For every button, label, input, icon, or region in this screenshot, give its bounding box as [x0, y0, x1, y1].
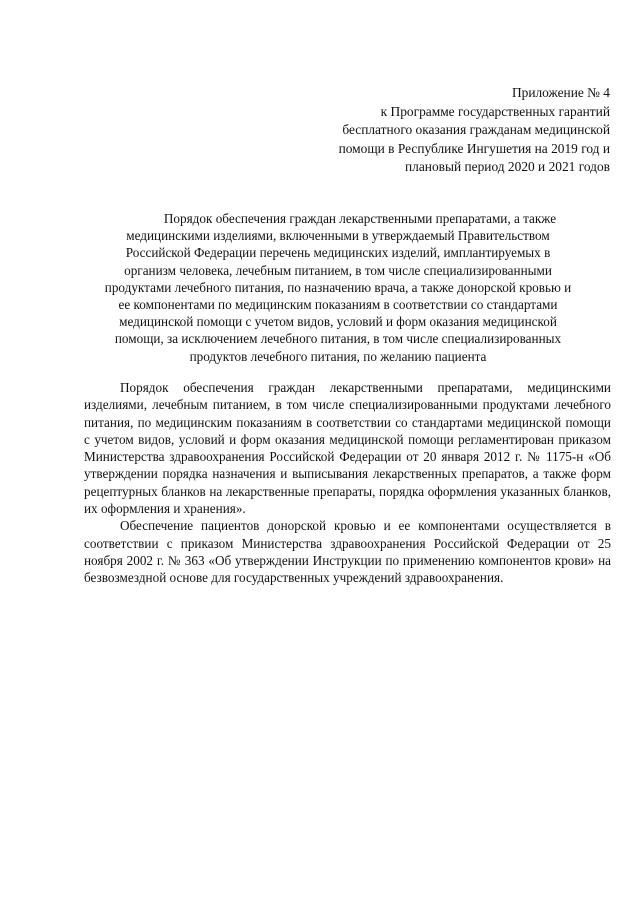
body-paragraph: Обеспечение пациентов донорской кровью и ее компонентами осуществляется в соответствии с приказом Министерства здравоохранения Российской Федерации от 25 ноября 2002 г. № 363 «Об утверждении Инструкции по применению компонентов крови» на безвозмездной основе для государственных учреждений здравоохранения.	[84, 518, 611, 586]
title-line: Российской Федерации перечень медицинских изделий, имплантируемых в	[125, 245, 551, 261]
appendix-line: к Программе государственных гарантий	[380, 103, 610, 119]
appendix-heading	[290, 84, 610, 177]
title-line: продуктов лечебного питания, по желанию пациента	[189, 348, 487, 364]
appendix-line: Приложение № 4	[511, 85, 610, 100]
title-line: помощи, за исключением лечебного питания, в том числе специализированных	[114, 331, 562, 347]
appendix-line: плановый период 2020 и 2021 годов	[405, 159, 610, 174]
title-line: медицинской помощи с учетом видов, условий и форм оказания медицинской	[119, 314, 557, 330]
body-paragraph: Порядок обеспечения граждан лекарственными препаратами, медицинскими изделиями, лечебным питанием, в том числе специализированными продуктами лечебного питания, по медицинским показаниям в соответствии со стандартами медицинской помощи с учетом видов, условий и форм оказания медицинской помощи регламентирован приказом Министерства здравоохранения Российской Федерации от 20 января 2012 г. № 1175-н «Об утверждении порядка назначения и выписывания лекарственных препаратов, а также форм рецептурных бланков на лекарственные препараты, порядка оформления указанных бланков, их оформления и хранения».	[84, 380, 611, 517]
title-line: ее компонентами по медицинским показаниям в соответствии со стандартами	[118, 297, 558, 313]
title-line: медицинскими изделиями, включенными в утверждаемый Правительством	[126, 228, 550, 244]
title-line: организм человека, лечебным питанием, в том числе специализированными	[124, 262, 552, 278]
title-line: продуктами лечебного питания, по назначению врача, а также донорской кровью и	[104, 279, 572, 295]
document-body	[84, 379, 611, 587]
document-title	[68, 210, 608, 365]
appendix-line: бесплатного оказания гражданам медицинской	[342, 122, 610, 137]
appendix-line: помощи в Республике Ингушетия на 2019 год и	[338, 140, 610, 156]
title-line: Порядок обеспечения граждан лекарственными препаратами, а также	[163, 211, 557, 226]
